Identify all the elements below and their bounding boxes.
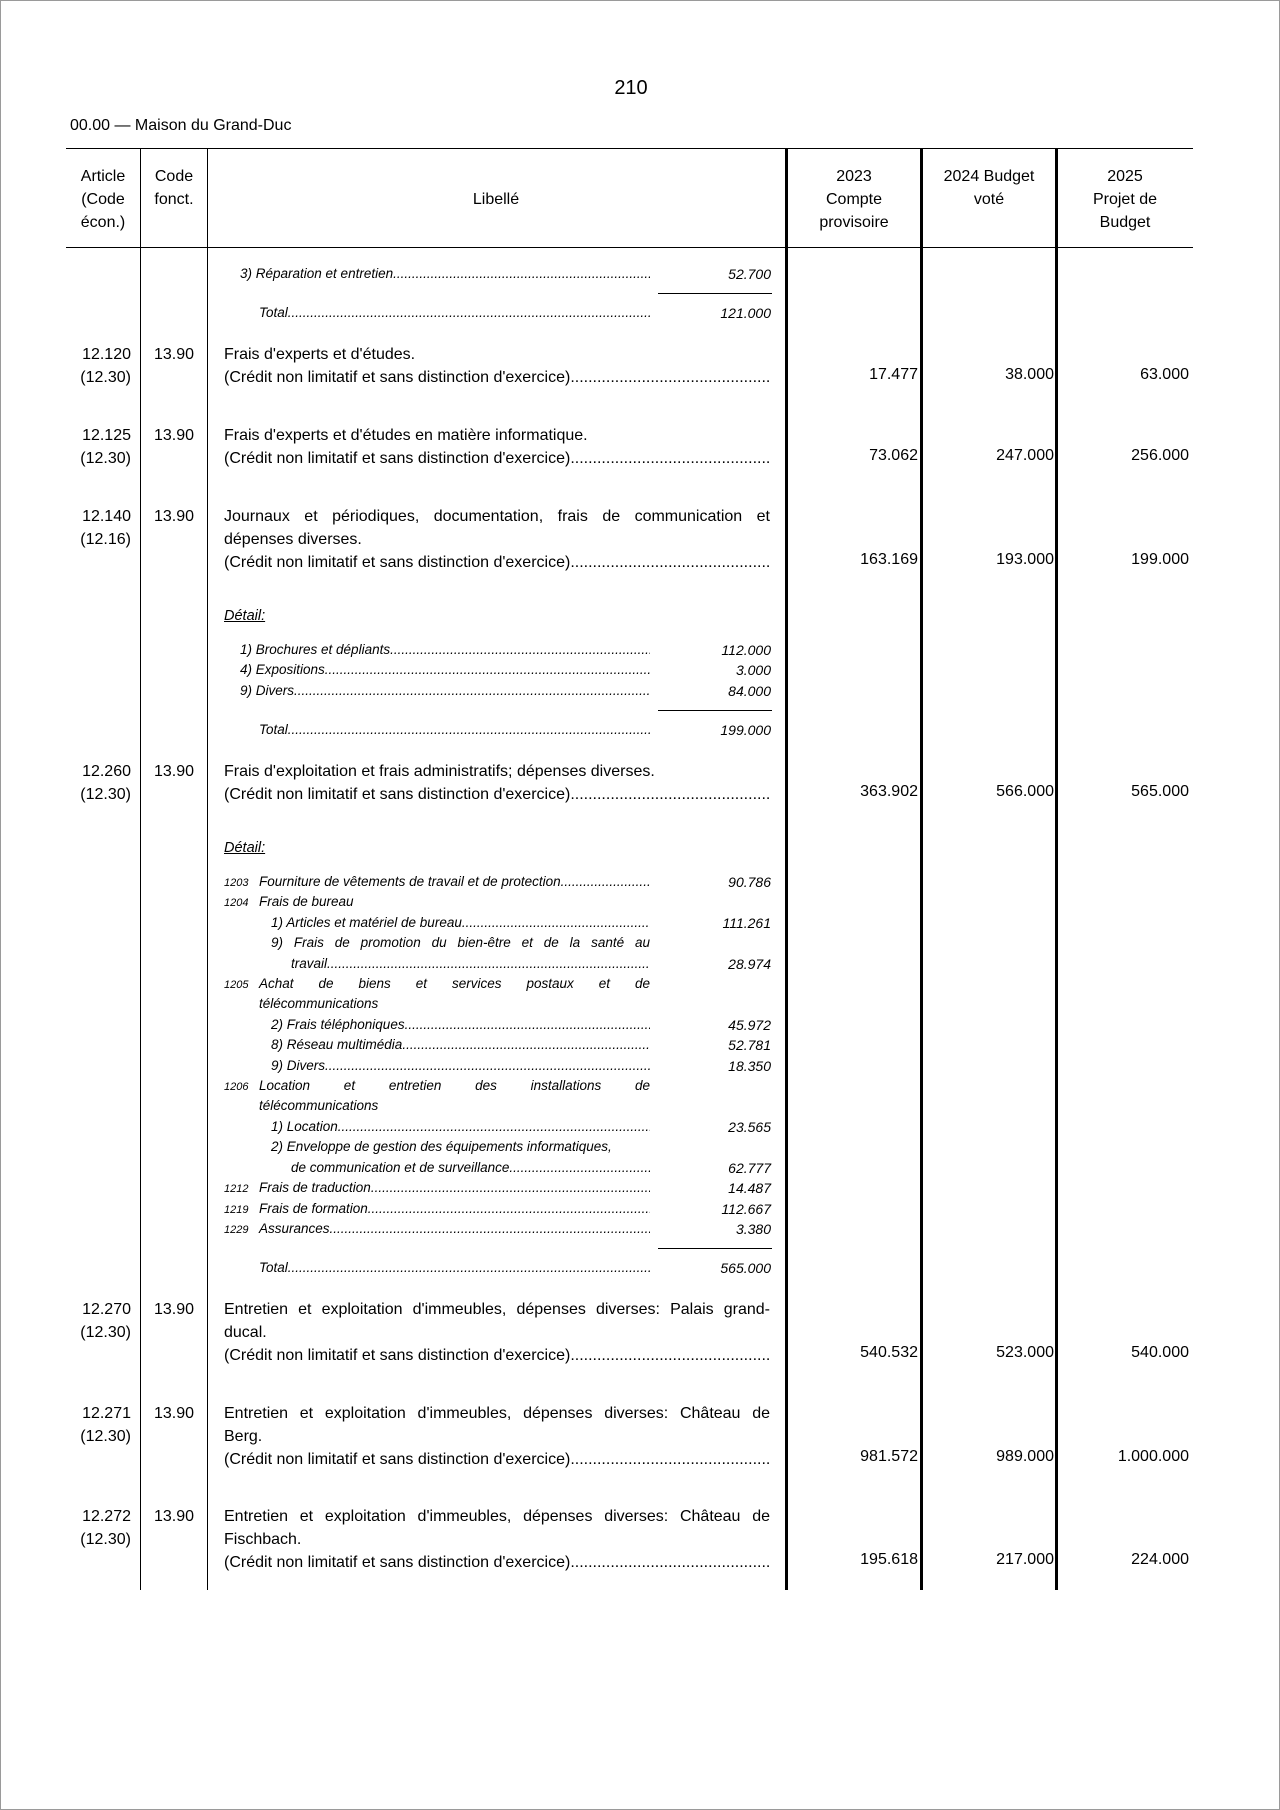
function-code: 13.90: [153, 1301, 195, 1318]
column-divider-code: [207, 148, 208, 1590]
detail-amount: 111.261: [722, 915, 771, 931]
detail-row: [271, 1117, 650, 1138]
amount-2025: 565.000: [1131, 783, 1189, 800]
function-code: 13.90: [153, 427, 195, 444]
detail-row: 9) Frais de promotion du bien-être et de la santé au: [271, 935, 650, 950]
header-code-label: Code fonct.: [154, 168, 194, 208]
credit-line: [224, 1551, 770, 1574]
detail-row: [224, 872, 650, 894]
detail-code: 1203: [224, 877, 249, 889]
article-description-cont: Berg.: [224, 1428, 263, 1445]
column-divider-2023: [920, 148, 923, 1590]
amount-2023: 195.618: [860, 1551, 918, 1568]
article-subcode: (12.30): [80, 1428, 131, 1445]
credit-line: [224, 1448, 770, 1471]
article-number: 12.125: [82, 427, 131, 444]
detail-amount: 3.000: [735, 662, 771, 678]
function-code: 13.90: [153, 346, 195, 363]
article-subcode: (12.30): [80, 369, 131, 386]
detail-code: 1229: [224, 1224, 249, 1236]
amount-2023: 363.902: [860, 783, 918, 800]
detail-code: 1219: [224, 1204, 249, 1216]
detail-label: Frais de traduction: [259, 1180, 371, 1195]
total-amount: 121.000: [720, 305, 771, 321]
header-code: [141, 165, 207, 211]
amount-2024: 217.000: [996, 1551, 1054, 1568]
amount-2025: 224.000: [1131, 1551, 1189, 1568]
amount-2024: 193.000: [996, 551, 1054, 568]
detail-row: [271, 1035, 650, 1056]
article-subcode: (12.30): [80, 1531, 131, 1548]
function-code: 13.90: [153, 1405, 195, 1422]
detail-code: 1204: [224, 897, 249, 909]
credit-text: (Crédit non limitatif et sans distinction d'exercice): [224, 369, 571, 386]
detail-row: [224, 1178, 650, 1200]
article-description-cont: ducal.: [224, 1324, 267, 1341]
detail-label: 1) Location: [271, 1119, 338, 1134]
column-divider-libelle: [785, 148, 788, 1590]
detail-row: télécommunications: [259, 996, 379, 1011]
amount-2023: 163.169: [860, 551, 918, 568]
amount-2023: 17.477: [869, 366, 918, 383]
detail-row: [224, 1199, 650, 1221]
column-divider-2024: [1055, 148, 1058, 1590]
detail-row: [240, 681, 650, 702]
detail-row: [224, 1219, 650, 1241]
article-description: Frais d'exploitation et frais administratifs; dépenses diverses.: [224, 763, 655, 780]
detail-label: Assurances: [259, 1221, 330, 1236]
article-subcode: (12.30): [80, 1324, 131, 1341]
function-code: 13.90: [153, 763, 195, 780]
amount-2025: 1.000.000: [1117, 1448, 1189, 1465]
article-description: Entretien et exploitation d'immeubles, dépenses diverses: Palais grand-: [224, 1301, 770, 1318]
detail-label: Frais de bureau: [259, 894, 354, 909]
header-2023: [789, 165, 919, 234]
credit-line: [224, 783, 770, 806]
article-number: 12.270: [82, 1301, 131, 1318]
detail-amount: 84.000: [728, 683, 771, 699]
total-amount: 199.000: [720, 722, 771, 738]
credit-text: (Crédit non limitatif et sans distinction d'exercice): [224, 450, 571, 467]
article-description-cont: dépenses diverses.: [224, 531, 362, 548]
total-row: [259, 303, 650, 324]
article-description: Frais d'experts et d'études en matière informatique.: [224, 427, 588, 444]
detail-row: 2) Enveloppe de gestion des équipements informatiques,: [271, 1139, 612, 1154]
detail-row: [271, 913, 650, 934]
total-label: Total: [259, 722, 288, 737]
detail-row: télécommunications: [259, 1098, 379, 1113]
amount-2024: 247.000: [996, 447, 1054, 464]
detail-amount: 3.380: [735, 1221, 771, 1237]
article-description: Entretien et exploitation d'immeubles, dépenses diverses: Château de: [224, 1508, 770, 1525]
article-number: 12.271: [82, 1405, 131, 1422]
table-top-rule: [66, 148, 1193, 149]
detail-row: [224, 1076, 650, 1098]
detail-row: [240, 660, 650, 681]
detail-row: [240, 264, 650, 285]
detail-label: 3) Réparation et entretien: [240, 266, 394, 281]
detail-row: [224, 892, 650, 914]
detail-row: [291, 1158, 650, 1179]
article-number: 12.140: [82, 508, 131, 525]
header-2025-label: 2025 Projet de Budget: [1092, 168, 1158, 231]
article-description-cont: Fischbach.: [224, 1531, 302, 1548]
total-label: Total: [259, 305, 288, 320]
detail-label: Frais de formation: [259, 1201, 368, 1216]
article-subcode: (12.30): [80, 450, 131, 467]
header-2025: [1059, 165, 1191, 234]
header-article-label: Article (Code écon.): [80, 168, 126, 231]
article-description: Frais d'experts et d'études.: [224, 346, 416, 363]
detail-label: Fourniture de vêtements de travail et de protection: [259, 874, 561, 889]
total-label: Total: [259, 1260, 288, 1275]
sum-rule: [658, 1248, 772, 1249]
detail-amount: 23.565: [728, 1119, 771, 1135]
amount-2023: 73.062: [869, 447, 918, 464]
detail-amount: 62.777: [728, 1160, 771, 1176]
sum-rule: [658, 293, 772, 294]
amount-2023: 540.532: [860, 1344, 918, 1361]
credit-line: [224, 447, 770, 470]
detail-label: Location et entretien des installations de: [259, 1078, 650, 1093]
amount-2024: 566.000: [996, 783, 1054, 800]
amount-2024: 989.000: [996, 1448, 1054, 1465]
article-subcode: (12.16): [80, 531, 131, 548]
article-number: 12.272: [82, 1508, 131, 1525]
detail-row: [291, 954, 650, 975]
credit-line: [224, 551, 770, 574]
detail-row: [240, 640, 650, 661]
detail-heading: Détail:: [224, 840, 266, 856]
amount-2023: 981.572: [860, 1448, 918, 1465]
detail-label: Achat de biens et services postaux et de: [259, 976, 650, 991]
detail-label: 4) Expositions: [240, 662, 325, 677]
header-article: [67, 165, 139, 234]
header-2024: [924, 165, 1054, 211]
total-row: [259, 1258, 650, 1279]
detail-row: [271, 1015, 650, 1036]
header-2024-label: 2024 Budget voté: [943, 168, 1035, 208]
credit-text: (Crédit non limitatif et sans distinction d'exercice): [224, 1554, 571, 1571]
page-number: 210: [614, 77, 648, 99]
detail-amount: 52.700: [728, 266, 771, 282]
header-libelle: Libellé: [472, 191, 520, 208]
amount-2024: 523.000: [996, 1344, 1054, 1361]
article-number: 12.120: [82, 346, 131, 363]
detail-amount: 112.000: [721, 642, 771, 658]
credit-text: (Crédit non limitatif et sans distinction d'exercice): [224, 786, 571, 803]
amount-2025: 540.000: [1131, 1344, 1189, 1361]
detail-label: 8) Réseau multimédia: [271, 1037, 403, 1052]
amount-2025: 199.000: [1131, 551, 1189, 568]
detail-amount: 45.972: [728, 1017, 771, 1033]
sum-rule: [658, 710, 772, 711]
detail-label: de communication et de surveillance: [291, 1160, 510, 1175]
detail-label: 9) Divers: [240, 683, 295, 698]
section-title: 00.00 — Maison du Grand-Duc: [70, 117, 292, 134]
total-row: [259, 720, 650, 741]
function-code: 13.90: [153, 508, 195, 525]
amount-2025: 256.000: [1131, 447, 1189, 464]
article-description: Journaux et périodiques, documentation, frais de communication et: [224, 508, 770, 525]
detail-label: travail: [291, 956, 328, 971]
header-2023-label: 2023 Compte provisoire: [819, 168, 889, 231]
detail-heading: Détail:: [224, 608, 266, 624]
credit-text: (Crédit non limitatif et sans distinction d'exercice): [224, 1347, 571, 1364]
detail-amount: 52.781: [728, 1037, 771, 1053]
article-number: 12.260: [82, 763, 131, 780]
detail-label: 9) Divers: [271, 1058, 326, 1073]
amount-2025: 63.000: [1140, 366, 1189, 383]
total-amount: 565.000: [720, 1260, 771, 1276]
detail-label: 1) Articles et matériel de bureau: [271, 915, 462, 930]
detail-code: 1212: [224, 1183, 249, 1195]
detail-amount: 18.350: [728, 1058, 771, 1074]
detail-code: 1205: [224, 979, 249, 991]
credit-line: [224, 1344, 770, 1367]
detail-row: [271, 1056, 650, 1077]
detail-amount: 28.974: [728, 956, 771, 972]
detail-amount: 90.786: [728, 874, 771, 890]
credit-line: [224, 366, 770, 389]
detail-code: 1206: [224, 1081, 249, 1093]
function-code: 13.90: [153, 1508, 195, 1525]
amount-2024: 38.000: [1005, 366, 1054, 383]
article-description: Entretien et exploitation d'immeubles, dépenses diverses: Château de: [224, 1405, 770, 1422]
credit-text: (Crédit non limitatif et sans distinction d'exercice): [224, 554, 571, 571]
detail-row: [224, 974, 650, 996]
article-subcode: (12.30): [80, 786, 131, 803]
detail-amount: 112.667: [721, 1201, 771, 1217]
detail-amount: 14.487: [728, 1180, 771, 1196]
detail-label: 2) Frais téléphoniques: [271, 1017, 405, 1032]
detail-label: 1) Brochures et dépliants: [240, 642, 391, 657]
credit-text: (Crédit non limitatif et sans distinction d'exercice): [224, 1451, 571, 1468]
header-bottom-rule: [66, 247, 1193, 248]
